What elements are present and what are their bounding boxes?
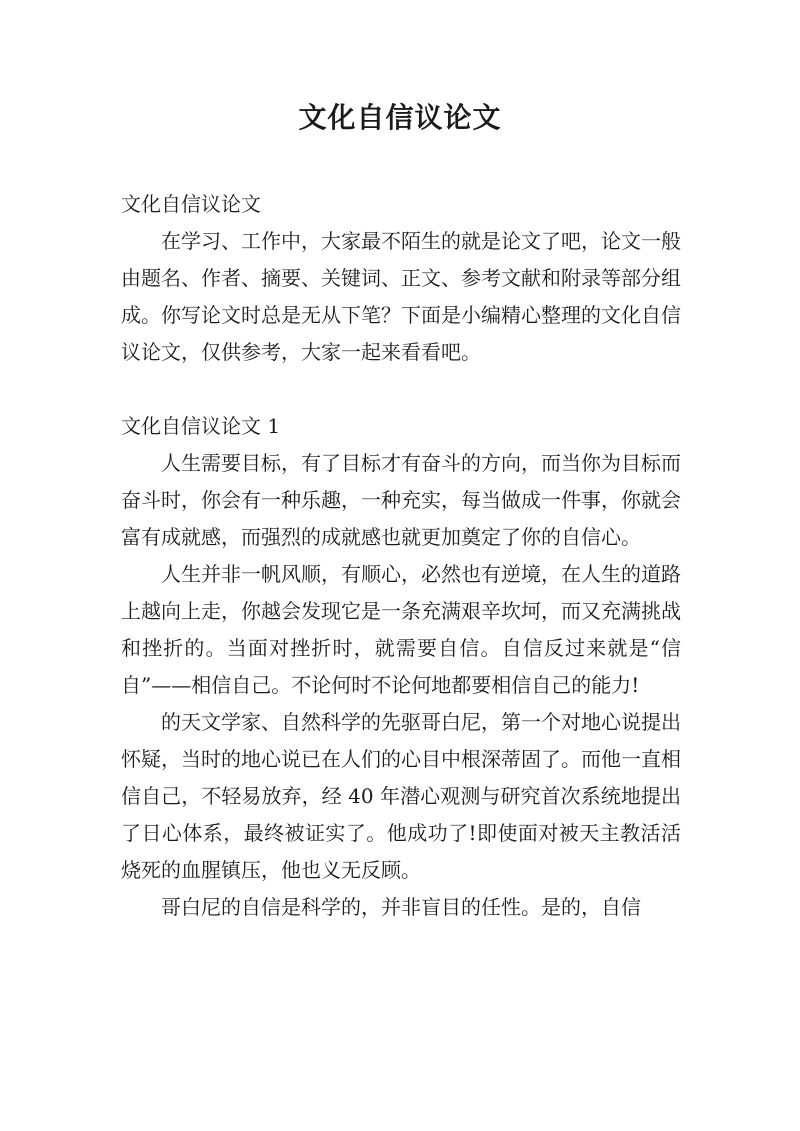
paragraph: 哥白尼的自信是科学的，并非盲目的任性。是的，自信 <box>161 895 641 919</box>
section-essay-1 <box>121 408 681 926</box>
document-body <box>121 186 681 926</box>
paragraph: 在学习、工作中，大家最不陌生的就是论文了吧，论文一般由题名、作者、摘要、关键词、正文、参考文献和附录等部分组成。你写论文时总是无从下笔？下面是小编精心整理的文化自信议论文，仅供参考，大家一起来看看吧。 <box>121 229 681 364</box>
section-heading: 文化自信议论文 1 <box>121 414 281 438</box>
paragraph: 人生并非一帆风顺，有顺心，必然也有逆境，在人生的道路上越向上走，你越会发现它是一条充满艰辛坎坷，而又充满挑战和挫折的。当面对挫折时，就需要自信。自信反过来就是“信自”——相信自己。不论何时不论何地都要相信自己的能力! <box>121 562 681 697</box>
paragraph: 人生需要目标，有了目标才有奋斗的方向，而当你为目标而奋斗时，你会有一种乐趣，一种充实，每当做成一件事，你就会富有成就感，而强烈的成就感也就更加奠定了你的自信心。 <box>121 451 681 549</box>
document-title: 文化自信议论文 <box>298 101 502 134</box>
paragraph: 的天文学家、自然科学的先驱哥白尼，第一个对地心说提出怀疑，当时的地心说已在人们的心目中根深蒂固了。而他一直相信自己，不轻易放弃，经 40 年潜心观测与研究首次系统地提出了日心体系，最终被证实了。他成功了!即使面对被天主教活活烧死的血腥镇压，他也义无反顾。 <box>121 710 681 882</box>
section-heading: 文化自信议论文 <box>121 192 261 216</box>
section-intro <box>121 186 681 371</box>
paragraph-spacer <box>121 371 681 408</box>
